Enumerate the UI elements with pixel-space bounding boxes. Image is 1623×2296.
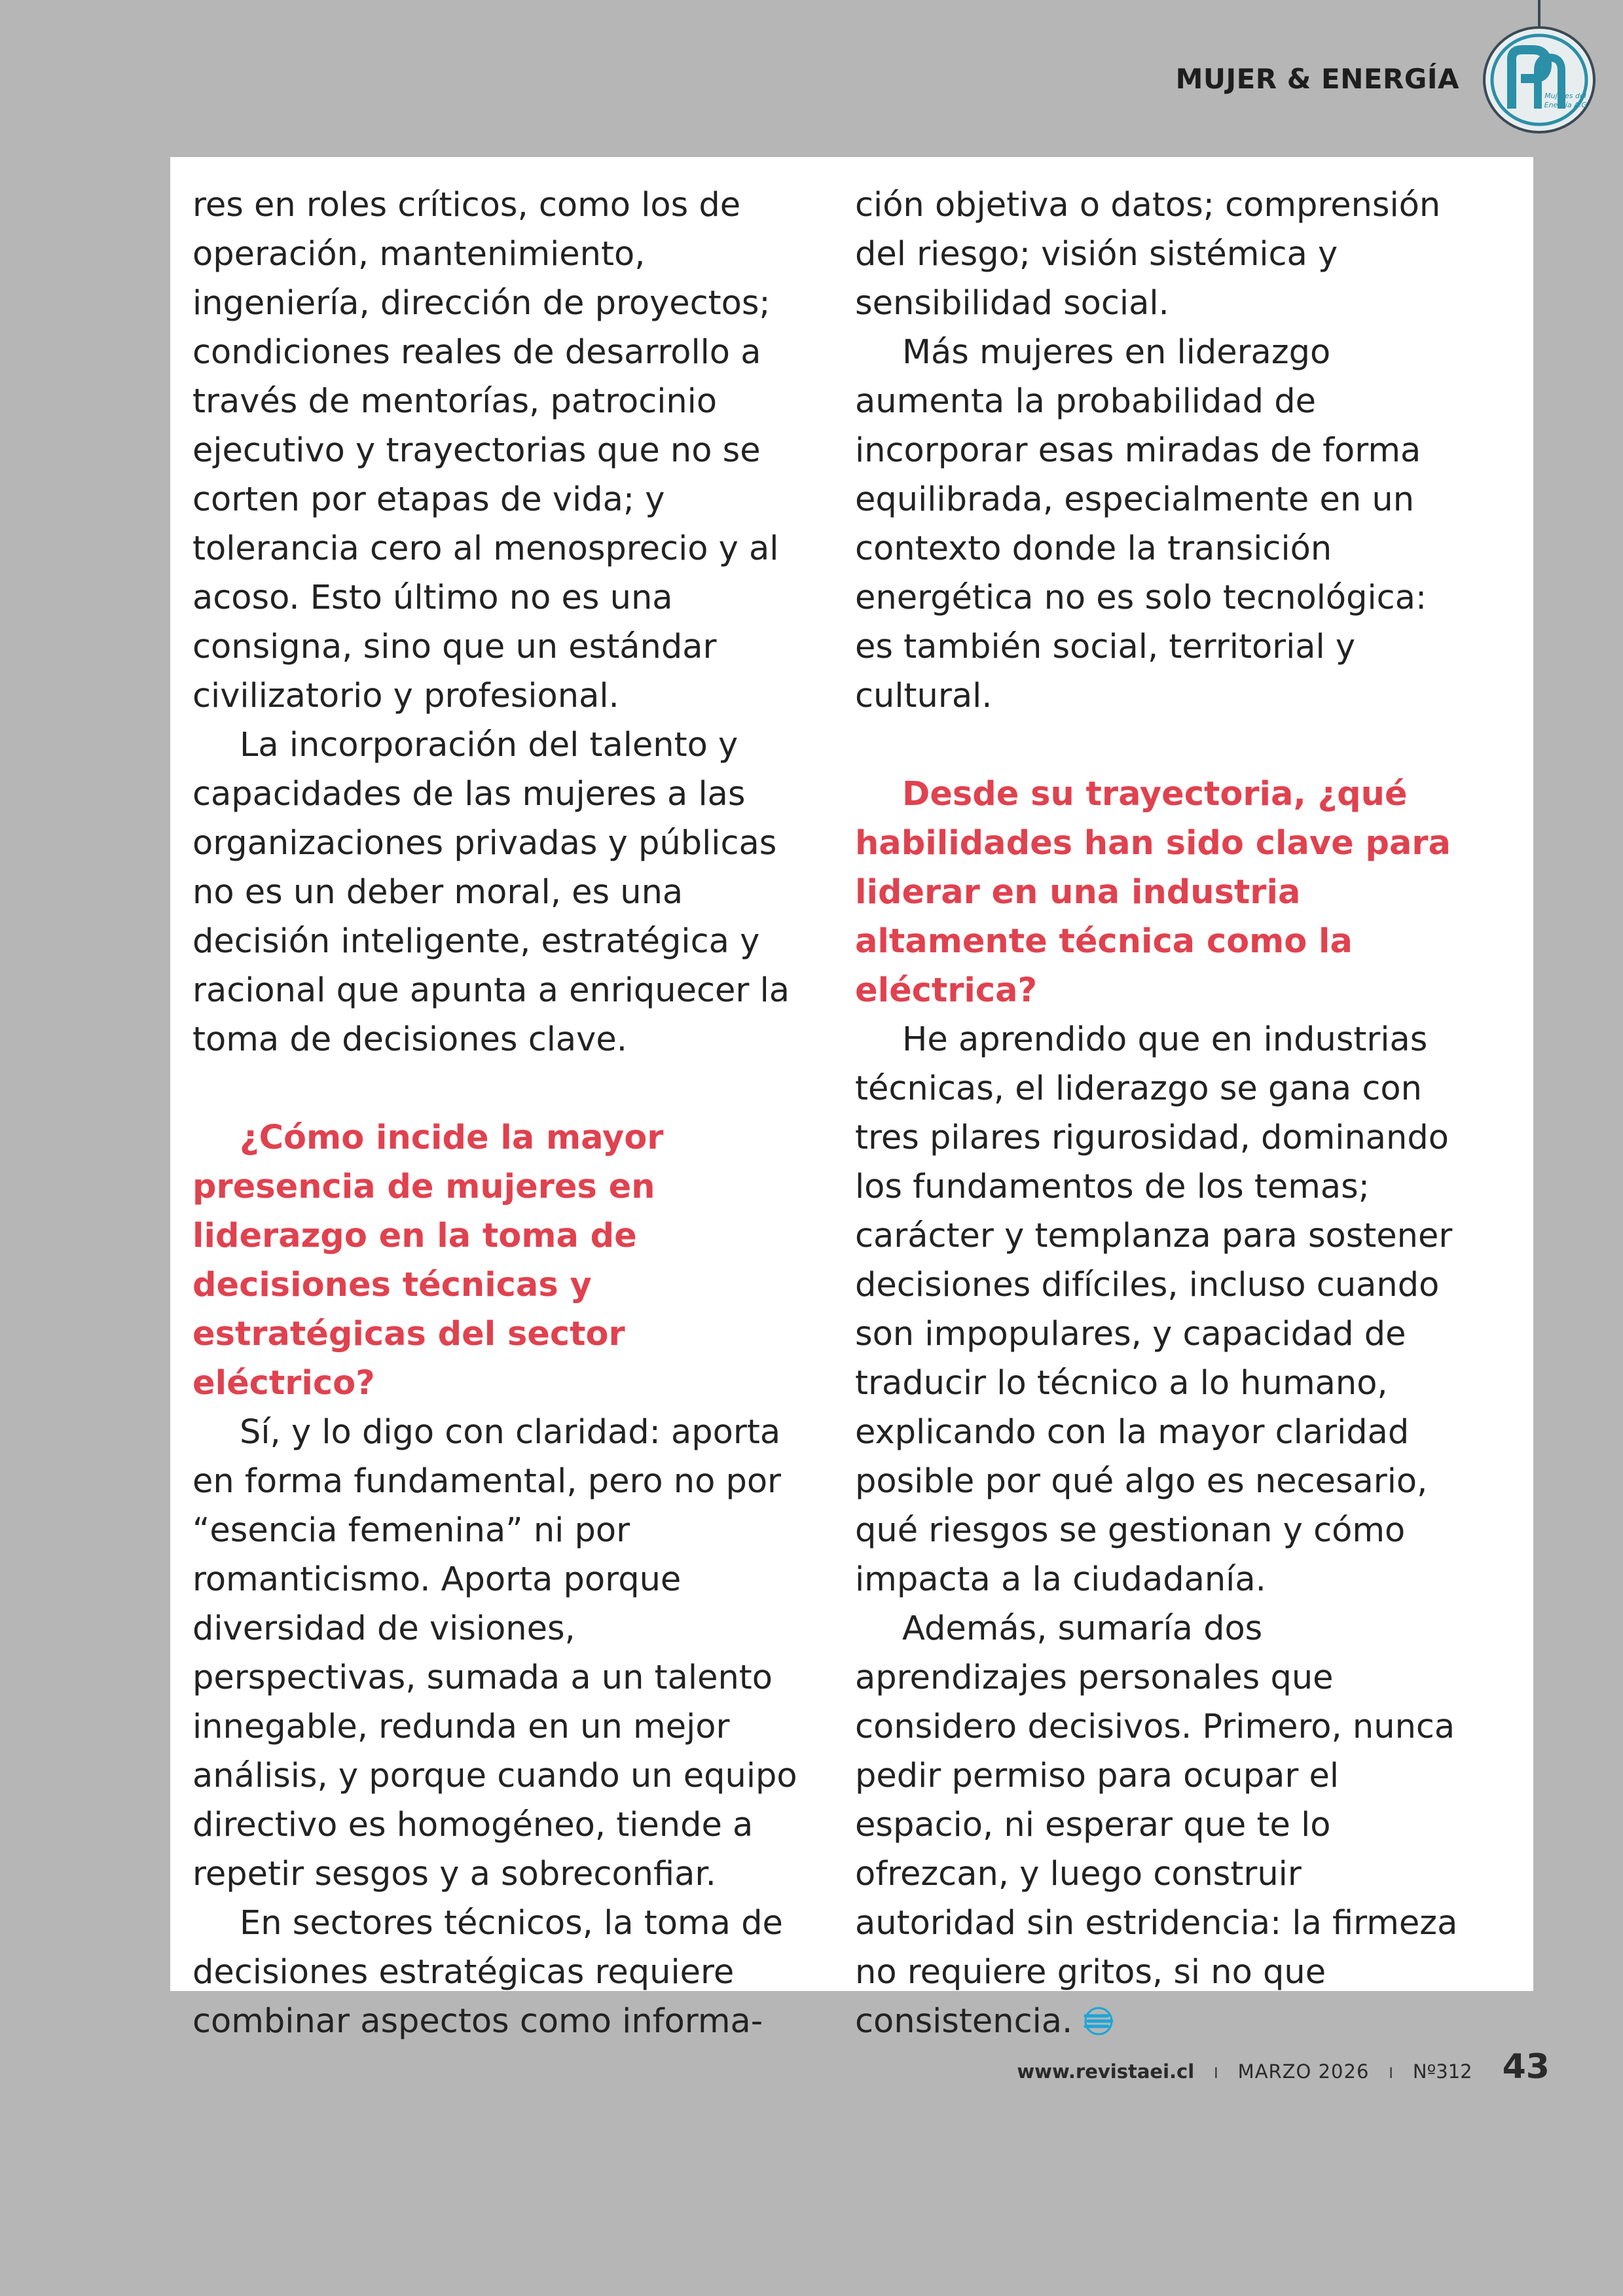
footer-issue: Nº312 bbox=[1412, 2060, 1472, 2083]
right-paragraph-4-text: Además, sumaría dos aprendizajes personales que considero decisivos. Primero, nunca pedir permiso para ocupar el espacio, ni esperar que te lo ofrezcan, y luego construir autoridad sin estridencia: la firmeza no requiere gritos, si no que consistencia. bbox=[855, 1609, 1458, 2041]
right-question: Desde su trayectoria, ¿qué habilidades han sido clave para liderar en una industria altamente técnica como la eléctrica? bbox=[855, 775, 1451, 1010]
right-column bbox=[855, 181, 1470, 2046]
footer-separator: I bbox=[1389, 2066, 1393, 2082]
left-paragraph-3: Sí, y lo digo con claridad: aporta en forma fundamental, pero no por “esencia femenina” ni por romanticismo. Aporta porque diversidad de visiones, perspectivas, sumada a un talento innegable, redunda en un mejor análisis, y porque cuando un equipo directivo es homogéneo, tiende a repetir sesgos y a sobreconfiar. bbox=[192, 1413, 797, 1893]
left-paragraph-4: En sectores técnicos, la toma de decisiones estratégicas requiere combinar aspectos como informa- bbox=[192, 1904, 783, 2041]
right-paragraph-1: ción objetiva o datos; comprensión del riesgo; visión sistémica y sensibilidad social. bbox=[855, 186, 1441, 323]
section-title: MUJER & ENERGÍA bbox=[1175, 63, 1459, 95]
left-paragraph-2: La incorporación del talento y capacidades de las mujeres a las organizaciones privadas y públicas no es un deber moral, es una decisión inteligente, estratégica y racional que apunta a enriquecer la toma de decisiones clave. bbox=[192, 726, 790, 1059]
right-paragraph-2: Más mujeres en liderazgo aumenta la probabilidad de incorporar esas miradas de forma equilibrada, especialmente en un contexto donde la transición energética no es solo tecnológica: es también social, territorial y cultural. bbox=[855, 333, 1427, 715]
article-panel bbox=[170, 157, 1533, 2041]
left-paragraph-1: res en roles críticos, como los de operación, mantenimiento, ingeniería, dirección de proyectos; condiciones reales de desarrollo a través de mentorías, patrocinio ejecutivo y trayectorias que no se corten por etapas de vida; y tolerancia cero al menosprecio y al acoso. Esto último no es una consigna, sino que un estándar civilizatorio y profesional. bbox=[192, 186, 779, 715]
footer-url[interactable]: www.revistaei.cl bbox=[1017, 2060, 1195, 2083]
footer-separator: I bbox=[1214, 2066, 1218, 2082]
page-number: 43 bbox=[1502, 2047, 1550, 2087]
logo-text-2: Energía A.G. bbox=[1544, 101, 1590, 109]
left-column bbox=[192, 181, 808, 2046]
right-paragraph-4 bbox=[855, 1604, 1470, 2046]
footer-date: MARZO 2026 bbox=[1237, 2060, 1370, 2083]
page-footer bbox=[1017, 2047, 1550, 2087]
logo-hanger bbox=[1538, 0, 1541, 26]
end-of-article-icon bbox=[1082, 2006, 1116, 2036]
logo-text-1: Mujeres del bbox=[1544, 92, 1586, 100]
right-paragraph-3: He aprendido que en industrias técnicas, el liderazgo se gana con tres pilares rigurosidad, dominando los fundamentos de los temas; carácter y templanza para sostener decisiones difíciles, incluso cuando son impopulares, y capacidad de traducir lo técnico a lo humano, explicando con la mayor claridad posible por qué algo es necesario, qué riesgos se gestionan y cómo impacta a la ciudadanía. bbox=[855, 1020, 1453, 1599]
left-question: ¿Cómo incide la mayor presencia de mujeres en liderazgo en la toma de decisiones técnicas y estratégicas del sector eléctrico? bbox=[192, 1119, 664, 1403]
mujeres-energia-logo bbox=[1482, 25, 1597, 135]
